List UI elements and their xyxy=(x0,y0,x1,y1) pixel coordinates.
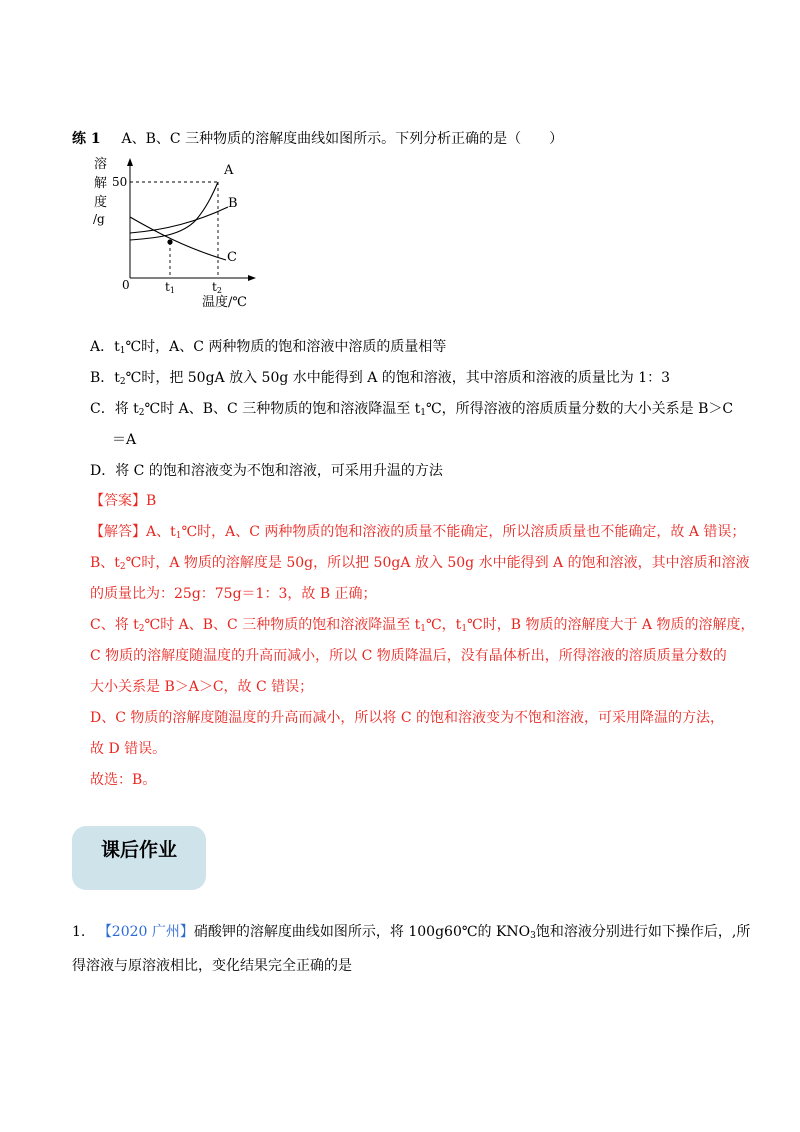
x-axis-arrow xyxy=(248,275,256,281)
solubility-graph xyxy=(86,150,266,315)
answer-line: 【答案】B xyxy=(90,493,157,509)
option-c-continued: ＝A xyxy=(112,432,137,448)
homework-section-box xyxy=(72,826,206,890)
option-b: B．$t_2℃$时，把 50gA 放入 50g 水中能得到 A 的饱和溶液，其中溶质和溶液的质量比为 1：3 xyxy=(90,370,671,387)
question-number: 1. xyxy=(72,924,86,940)
y-axis-arrow xyxy=(127,158,133,166)
analysis-line-8: 故 D 错误。 xyxy=(90,741,167,757)
y-axis-char-1: 溶 xyxy=(94,157,108,172)
analysis-line-6: 大小关系是 B＞A＞C，故 C 错误； xyxy=(90,679,314,695)
y-tick-50: 50 xyxy=(112,175,128,189)
y-axis-char-4: /g xyxy=(93,212,105,226)
curve-label-a: A xyxy=(224,163,234,178)
x-axis-label: 温度/℃ xyxy=(202,295,247,310)
analysis-line-5: C 物质的溶解度随温度的升高而减小，所以 C 物质降温后，没有晶体析出，所得溶液的溶质质量分数的 xyxy=(90,648,727,664)
option-a: A．$t_1℃$时，A、C 两种物质的饱和溶液中溶质的质量相等 xyxy=(90,339,447,356)
analysis-line-9: 故选：B。 xyxy=(90,772,157,788)
analysis-line-3: 的质量比为：25g：75g＝1：3，故 B 正确； xyxy=(90,586,377,602)
exercise-stem-line xyxy=(72,128,563,148)
origin-label: 0 xyxy=(122,278,130,292)
y-axis-char-3: 度 xyxy=(94,195,108,210)
option-c: C．将 $t_2℃$时 A、B、C 三种物质的饱和溶液降温至 $t_1℃$，所得溶液的溶质质量分数的大小关系是 B＞C xyxy=(90,401,734,418)
exercise-label: 练 1 xyxy=(72,131,101,147)
y-axis-char-2: 解 xyxy=(94,176,108,191)
curve-b xyxy=(130,207,228,233)
curve-label-b: B xyxy=(228,196,238,211)
intersection-point xyxy=(167,239,172,244)
analysis-line-2: B、$t_2℃$时，A 物质的溶解度是 50g，所以把 50gA 放入 50g 水中能得到 A 的饱和溶液，其中溶质和溶液 xyxy=(90,555,750,572)
homework-question-1-line-2: 得溶液与原溶液相比，变化结果完全正确的是 xyxy=(72,958,352,974)
analysis-line-4: C、将 $t_2℃$时 A、B、C 三种物质的饱和溶液降温至 $t_1℃$，$t_1℃$时，B 物质的溶解度大于 A 物质的溶解度， xyxy=(90,617,755,634)
option-d: D．将 C 的饱和溶液变为不饱和溶液，可采用升温的方法 xyxy=(90,463,443,479)
analysis-line-1: 【解答】A、$t_1℃$时，A、C 两种物质的饱和溶液的质量不能确定，所以溶质质量也不能确定，故 A 错误； xyxy=(90,524,746,541)
x-tick-t1: t1 xyxy=(165,280,175,295)
question-source-tag: 【2020 广州】 xyxy=(97,924,194,940)
homework-section-title: 课后作业 xyxy=(100,839,177,861)
curve-label-c: C xyxy=(227,250,237,265)
homework-question-1-line-1: 1. 【2020 广州】硝酸钾的溶解度曲线如图所示，将 100g60℃的 $KNO_3$饱和溶液分别进行如下操作后，,所 xyxy=(72,924,751,941)
analysis-line-7: D、C 物质的溶解度随温度的升高而减小，所以将 C 的饱和溶液变为不饱和溶液，可采用降温的方法， xyxy=(90,710,724,726)
x-tick-t2: t2 xyxy=(212,280,222,295)
exercise-stem: A、B、C 三种物质的溶解度曲线如图所示。下列分析正确的是（ ） xyxy=(121,131,564,147)
